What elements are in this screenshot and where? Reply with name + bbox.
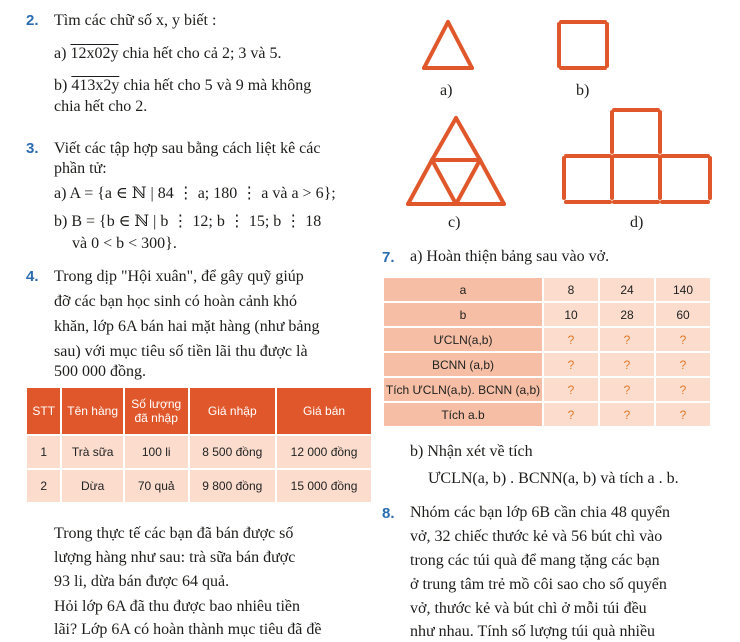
header-item-name: Tên hàng (62, 388, 123, 434)
figure-c-triangles (402, 112, 512, 212)
q4-after-5: lãi? Lớp 6A có hoàn thành mục tiêu đã đề (54, 621, 322, 638)
cell: ? (600, 403, 654, 426)
cell: 28 (600, 303, 654, 326)
cell: 9 800 đồng (190, 470, 276, 502)
question-7-number: 7. (382, 249, 395, 266)
cell: 10 (544, 303, 598, 326)
question-2-number: 2. (26, 12, 39, 29)
row-label-b: b (384, 303, 542, 326)
q8-line-3: trong các túi quà để mang tặng các bạn (410, 552, 660, 569)
q4-after-1: Trong thực tế các bạn đã bán được số (54, 525, 294, 542)
figure-d-label: d) (630, 214, 644, 231)
table-row (27, 436, 371, 468)
cell: 8 (544, 278, 598, 301)
q4-line-2: đỡ các bạn học sinh có hoàn cảnh khó (54, 293, 298, 310)
cell: ? (600, 378, 654, 401)
row-label-lcm: BCNN (a,b) (384, 353, 542, 376)
table-row (384, 353, 710, 376)
table-row (384, 378, 710, 401)
row-label-gcd: ƯCLN(a,b) (384, 328, 542, 351)
gcd-lcm-table (382, 276, 712, 428)
cell: 140 (656, 278, 710, 301)
cell: ? (656, 403, 710, 426)
cell: 2 (27, 470, 60, 502)
q2a-label: a) (54, 45, 67, 62)
row-label-product-gcd-lcm: Tích ƯCLN(a,b). BCNN (a,b) (384, 378, 542, 401)
cell: ? (600, 353, 654, 376)
figure-b-square (555, 18, 615, 78)
question-3b-line2: và 0 < b < 300}. (72, 235, 177, 252)
q2b-label: b) (54, 77, 68, 94)
table-row (384, 403, 710, 426)
row-label-a: a (384, 278, 542, 301)
figure-a-triangle (418, 18, 478, 74)
sales-table (25, 386, 373, 504)
cell: ? (656, 378, 710, 401)
header-stt: STT (27, 388, 60, 434)
cell: 8 500 đồng (190, 436, 276, 468)
q4-after-2: lượng hàng như sau: trà sữa bán được (54, 549, 296, 566)
figure-d-squares (558, 106, 718, 206)
question-3a: a) A = {a ∈ ℕ | 84 ⋮ a; 180 ⋮ a và a > 6}; (54, 185, 336, 202)
q4-after-4: Hỏi lớp 6A đã thu được bao nhiêu tiền (54, 598, 300, 615)
q8-line-1: Nhóm các bạn lớp 6B cần chia 48 quyển (410, 504, 670, 521)
q2b-text-line2: chia hết cho 2. (54, 98, 148, 115)
cell: 12 000 đồng (277, 436, 371, 468)
question-7-title: a) Hoàn thiện bảng sau vào vở. (410, 248, 610, 265)
cell: ? (656, 353, 710, 376)
question-3-title: Viết các tập hợp sau bằng cách liệt kê các (54, 140, 321, 157)
question-3-number: 3. (26, 140, 39, 157)
q4-after-3: 93 li, dừa bán được 64 quả. (54, 573, 230, 590)
question-3-title-line2: phần tử: (54, 160, 107, 177)
table-row (384, 278, 710, 301)
q2a-number: 12x02y (70, 45, 119, 62)
figure-c-label: c) (448, 214, 461, 231)
cell: ? (656, 328, 710, 351)
q4-line-1: Trong dịp "Hội xuân", để gây quỹ giúp (54, 268, 304, 285)
cell: ? (544, 403, 598, 426)
q2b-number: 413x2y (71, 77, 120, 94)
cell: 60 (656, 303, 710, 326)
cell: Trà sữa (62, 436, 123, 468)
q4-line-4: sau) với mục tiêu số tiền lãi thu được là (54, 343, 308, 360)
header-sell-price: Giá bán (277, 388, 371, 434)
cell: 70 quả (125, 470, 188, 502)
question-3b: b) B = {b ∈ ℕ | b ⋮ 12; b ⋮ 15; b ⋮ 18 (54, 213, 322, 230)
question-4-number: 4. (26, 268, 39, 285)
q2a-text: chia hết cho cả 2; 3 và 5. (122, 45, 282, 62)
table-row (27, 470, 371, 502)
table-header-row (27, 388, 371, 434)
cell: ? (600, 328, 654, 351)
q8-line-6: như nhau. Tính số lượng túi quà nhiều (410, 623, 656, 640)
header-buy-price: Giá nhập (190, 388, 276, 434)
question-2b (54, 76, 311, 96)
question-8-number: 8. (382, 505, 395, 522)
q4-line-5: 500 000 đồng. (54, 363, 146, 380)
figure-b-label: b) (576, 82, 590, 99)
q4-line-3: khăn, lớp 6A bán hai mặt hàng (như bảng (54, 318, 320, 335)
cell: 15 000 đồng (277, 470, 371, 502)
cell: Dừa (62, 470, 123, 502)
cell: ? (544, 328, 598, 351)
question-7b-title: b) Nhận xét về tích (410, 443, 533, 460)
figure-a-label: a) (440, 82, 453, 99)
q8-line-5: vở, thước kẻ và bút chì ở mỗi túi đều (410, 600, 647, 617)
row-label-product-ab: Tích a.b (384, 403, 542, 426)
header-quantity: Số lượng đã nhập (125, 388, 188, 434)
question-7b-formula: ƯCLN(a, b) . BCNN(a, b) và tích a . b. (428, 470, 679, 487)
cell: 100 li (125, 436, 188, 468)
cell: 1 (27, 436, 60, 468)
cell: 24 (600, 278, 654, 301)
question-2a (54, 44, 281, 64)
question-2-title: Tìm các chữ số x, y biết : (54, 12, 217, 29)
table-row (384, 328, 710, 351)
table-row (384, 303, 710, 326)
cell: ? (544, 378, 598, 401)
q2b-text: chia hết cho 5 và 9 mà không (123, 77, 312, 94)
q8-line-4: ở trung tâm trẻ mồ côi sao cho số quyển (410, 576, 667, 593)
cell: ? (544, 353, 598, 376)
q8-line-2: vở, 32 chiếc thước kẻ và 56 bút chì vào (410, 528, 663, 545)
